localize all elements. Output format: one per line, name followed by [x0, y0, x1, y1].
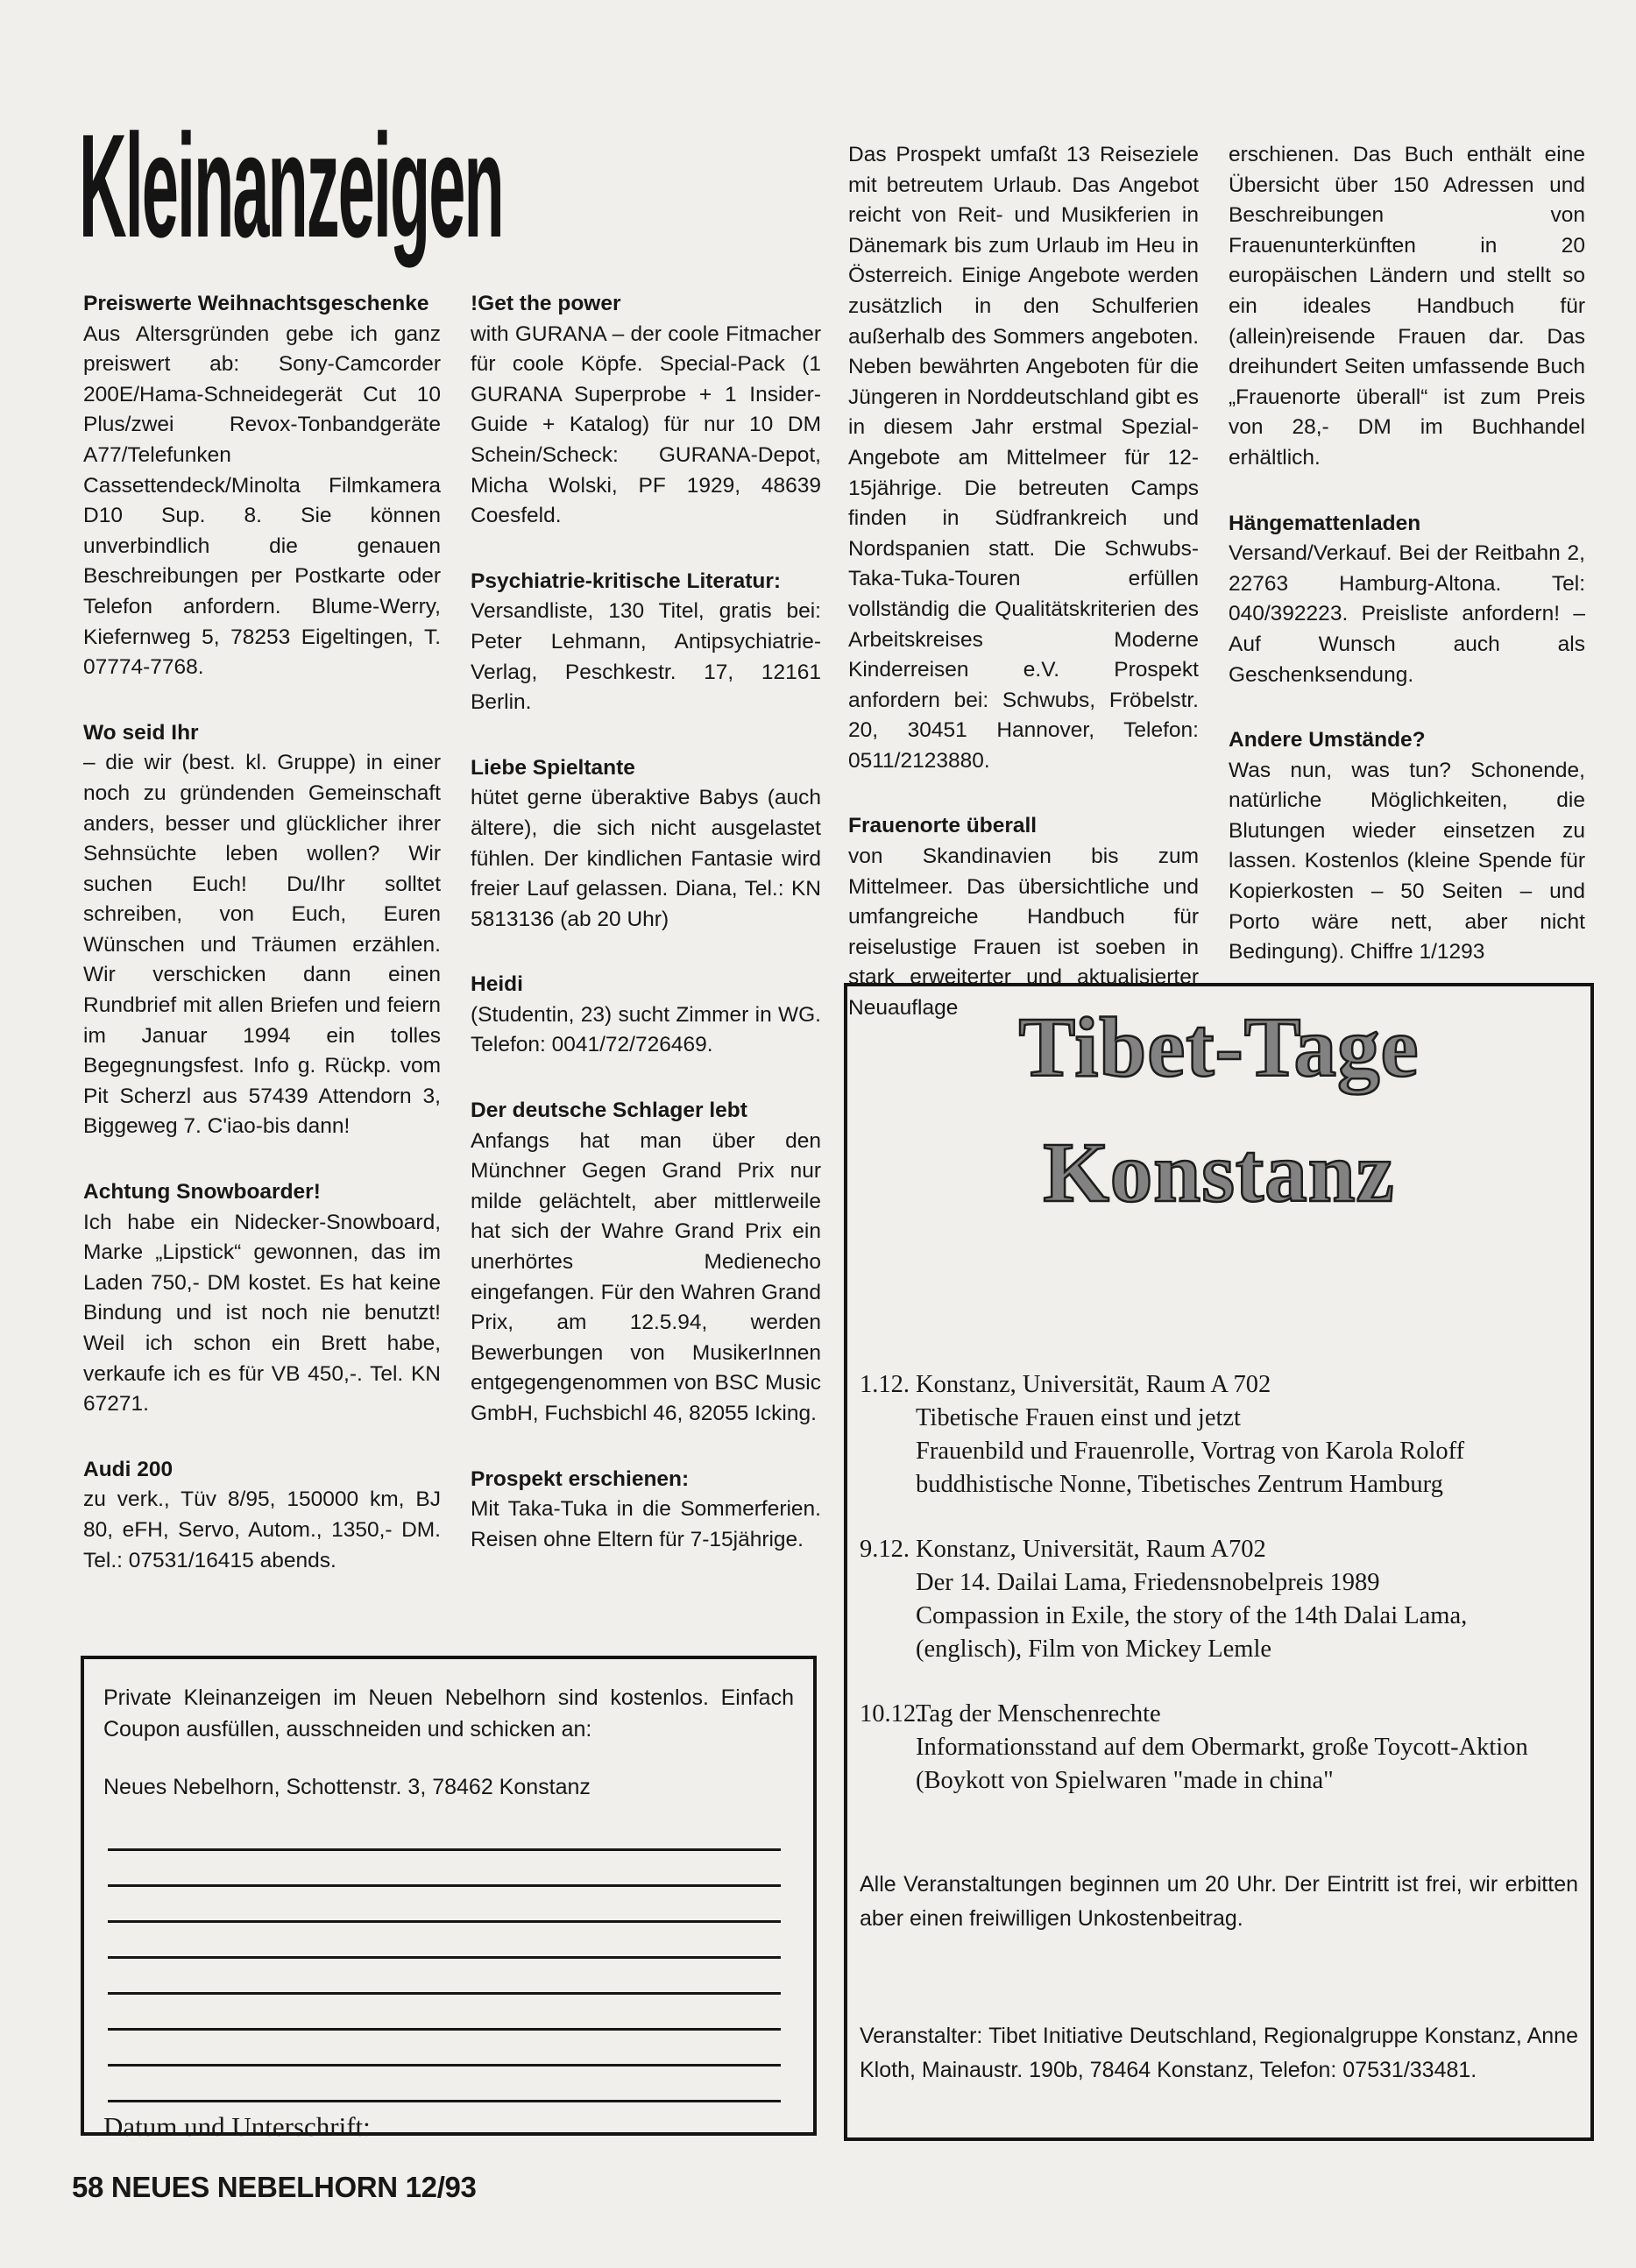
ad-body: erschienen. Das Buch enthält eine Übersicht über 150 Adressen und Beschreibungen von Frauenunterkünften in 20 europäischen Ländern und stellt so ein ideales Handbuch für (allein)reisende Frauen dar. Das dreihundert Seiten umfassende Buch „Frauenorte überall“ ist zum Preis von 28,- DM im Buchhandel erhältlich.: [1229, 143, 1585, 470]
coupon-write-line: [108, 1923, 781, 1959]
tibet-organizer: Veranstalter: Tibet Initiative Deutschland, Regionalgruppe Konstanz, Anne Kloth, Mainaustr. 190b, 78464 Konstanz, Telefon: 07531/33481.: [860, 2023, 1578, 2082]
tibet-event-date: 1.12.: [860, 1370, 910, 1398]
tibet-event-line: buddhistische Nonne, Tibetisches Zentrum Hamburg: [916, 1470, 1443, 1498]
coupon-intro-text: Private Kleinanzeigen im Neuen Nebelhorn sind kostenlos. Einfach Coupon ausfüllen, ausschneiden und schicken an:: [103, 1685, 794, 1742]
ad-block: [848, 140, 1199, 776]
tibet-event-line: Informationsstand auf dem Obermarkt, große Toycott-Aktion: [916, 1733, 1528, 1761]
ad-block: [1229, 509, 1585, 691]
ad-block: [471, 289, 821, 532]
tibet-event-lines: [916, 1533, 1578, 1666]
tibet-event-line: Frauenbild und Frauenrolle, Vortrag von Karola Roloff: [916, 1437, 1465, 1465]
tibet-event-line: Compassion in Exile, the story of the 14th Dalai Lama,: [916, 1601, 1468, 1629]
coupon-write-line: [108, 1995, 781, 2031]
tibet-event-row: [860, 1368, 1578, 1501]
ad-heading: Frauenorte überall: [848, 814, 1038, 838]
tibet-event-line: (Boykott von Spielwaren "made in china": [916, 1766, 1334, 1794]
tibet-event-list: [860, 1368, 1578, 1798]
coupon-write-line: [108, 1887, 781, 1923]
signature-label: Datum und Unterschrift:: [103, 2111, 371, 2142]
ad-heading: Psychiatrie-kritische Literatur:: [471, 569, 782, 593]
tibet-event-lines: [916, 1698, 1578, 1798]
ad-block: [83, 1177, 441, 1420]
ad-heading: Prospekt erschienen:: [471, 1466, 690, 1491]
ad-heading: Der deutsche Schlager lebt: [471, 1099, 747, 1123]
tibet-event-date: 9.12.: [860, 1535, 910, 1563]
ad-body: zu verk., Tüv 8/95, 150000 km, BJ 80, eFH, Servo, Autom., 1350,- DM. Tel.: 07531/16415 abends.: [83, 1487, 441, 1572]
tibet-event-line: Tag der Menschenrechte: [916, 1699, 1161, 1727]
ad-body: hütet gerne überaktive Babys (auch ältere), die sich nicht ausgelastet fühlen. Der kindlichen Fantasie wird freier Lauf gelassen. Diana, Tel.: KN 5813136 (ab 20 Uhr): [471, 786, 821, 931]
tibet-event-date: 10.12.: [860, 1699, 923, 1727]
column-2: [471, 289, 821, 1555]
tibet-ad-box: [844, 983, 1594, 2141]
ad-heading: Liebe Spieltante: [471, 755, 635, 780]
ad-block: [83, 289, 441, 683]
column-3: [848, 140, 1199, 1024]
tibet-event-line: Tibetische Frauen einst und jetzt: [916, 1403, 1241, 1431]
ad-heading: Achtung Snowboarder!: [83, 1180, 321, 1205]
ad-body: – die wir (best. kl. Gruppe) in einer noch zu gründenden Gemeinschaft anders, besser und glücklicher ihrer Sehnsüchte leben wollen? Wir suchen Euch! Du/Ihr solltet schreiben, von Euch, Euren Wünschen und Träumen erzählen. Wir verschicken dann einen Rundbrief mit allen Briefen und feiern im Januar 1994 ein tolles Begegnungsfest. Info g. Rückp. vom Pit Scherzl aus 57439 Attendorn 3, Biggeweg 7. C'iao-bis dann!: [83, 751, 441, 1139]
ad-body: Was nun, was tun? Schonende, natürliche Möglichkeiten, die Blutungen wieder einsetzen zu lassen. Kostenlos (kleine Spende für Kopierkosten – 50 Seiten – und Porto wäre nett, aber nicht Bedingung). Chiffre 1/1293: [1229, 758, 1585, 964]
ad-body: (Studentin, 23) sucht Zimmer in WG. Telefon: 0041/72/726469.: [471, 1002, 821, 1057]
ad-block: [1229, 140, 1585, 474]
ad-heading: Hängemattenladen: [1229, 511, 1421, 535]
tibet-event-line: (englisch), Film von Mickey Lemle: [916, 1635, 1272, 1663]
tibet-event-line: Der 14. Dailai Lama, Friedensnobelpreis 1989: [916, 1568, 1380, 1596]
ad-heading: Preiswerte Weihnachtsgeschenke: [83, 292, 429, 315]
ad-block: [471, 970, 821, 1061]
coupon-write-line: [108, 1815, 781, 1851]
ad-block: [471, 1465, 821, 1556]
ad-body: Versand/Verkauf. Bei der Reitbahn 2, 22763 Hamburg-Altona. Tel: 040/392223. Preisliste anfordern! – Auf Wunsch auch als Geschenksendung.: [1229, 541, 1585, 687]
ad-block: [83, 718, 441, 1142]
ad-heading: Andere Umstände?: [1229, 728, 1426, 752]
coupon-write-lines: [108, 1815, 781, 2102]
ad-heading: Heidi: [471, 972, 523, 997]
tibet-title-line-1: Tibet-Tage: [1018, 1000, 1420, 1094]
ad-block: [471, 567, 821, 718]
ad-body: Das Prospekt umfaßt 13 Reiseziele mit betreutem Urlaub. Das Angebot reicht von Reit- und Musikferien in Dänemark bis zum Urlaub im Heu in Österreich. Einige Angebote werden zusätzlich in den Schulferien außerhalb des Sommers angeboten. Neben bewährten Angeboten für die Jüngeren in Norddeutschland gibt es in diesem Jahr erstmal Spezial-Angebote am Mittelmeer für 12-15jährige. Die betreuten Camps finden in Südfrankreich und Nordspanien statt. Die Schwubs-Taka-Tuka-Touren erfüllen vollständig die Qualitätskriterien des Arbeitskreises Moderne Kinderreisen e.V. Prospekt anfordern bei: Schwubs, Fröbelstr. 20, 30451 Hannover, Telefon: 0511/2123880.: [848, 143, 1199, 773]
ad-body: von Skandinavien bis zum Mittelmeer. Das übersichtliche und umfangreiche Handbuch für reiselustige Frauen ist soeben in stark erweiterter und aktualisierter Neuauflage: [848, 844, 1199, 1021]
tibet-event-row: [860, 1533, 1578, 1666]
ad-body: Versandliste, 130 Titel, gratis bei: Peter Lehmann, Antipsychiatrie-Verlag, Peschkestr. 17, 12161 Berlin.: [471, 599, 821, 715]
coupon-write-line: [108, 1851, 781, 1887]
coupon-address: Neues Nebelhorn, Schottenstr. 3, 78462 Konstanz: [103, 1775, 591, 1799]
coupon-write-line: [108, 2067, 781, 2102]
ad-block: [471, 753, 821, 936]
coupon-write-line: [108, 2031, 781, 2067]
ad-heading: Wo seid Ihr: [83, 720, 199, 745]
tibet-event-row: [860, 1698, 1578, 1798]
ad-block: [1229, 725, 1585, 968]
coupon-box: [81, 1656, 817, 2142]
tibet-event-line: Konstanz, Universität, Raum A 702: [916, 1370, 1271, 1398]
coupon-write-line: [108, 1959, 781, 1995]
ad-body: Ich habe ein Nidecker-Snowboard, Marke „Lipstick“ gewonnen, das im Laden 750,- DM kostet. Es hat keine Bindung und ist noch nie benutzt! Weil ich schon ein Brett habe, verkaufe ich es für VB 450,-. Tel. KN 67271.: [83, 1210, 441, 1417]
ad-block: [83, 1455, 441, 1576]
column-1: [83, 289, 441, 1576]
ad-body: Anfangs hat man über den Münchner Gegen Grand Prix nur milde gelächtelt, aber mittlerweile hat sich der Wahre Grand Prix ein unerhörtes Medienecho eingefangen. Für den Wahren Grand Prix, am 12.5.94, werden Bewerbungen von MusikerInnen entgegengenommen von BSC Music GmbH, Fuchsbichl 46, 82055 Icking.: [471, 1128, 821, 1425]
ad-body: Aus Altersgründen gebe ich ganz preiswert ab: Sony-Camcorder 200E/Hama-Schneidegerät Cut 10 Plus/zwei Revox-Tonbandgeräte A77/Telefunken Cassettendeck/Minolta Filmkamera D10 Sup. 8. Sie können unverbindlich die genauen Beschreibungen per Postkarte oder Telefon anfordern. Blume-Werry, Kiefernweg 5, 78253 Eigeltingen, T. 07774-7768.: [83, 321, 441, 680]
tibet-title-line-2: Konstanz: [1043, 1125, 1395, 1219]
ad-body: with GURANA – der coole Fitmacher für coole Köpfe. Special-Pack (1 GURANA Superprobe + 1 Insider-Guide + Katalog) für nur 10 DM Schein/Scheck: GURANA-Depot, Micha Wolski, PF 1929, 48639 Coesfeld.: [471, 321, 821, 528]
page-footer: 58 NEUES NEBELHORN 12/93: [72, 2171, 477, 2203]
page-title: Kleinanzeigen: [79, 103, 503, 268]
ad-heading: !Get the power: [471, 292, 621, 315]
ad-heading: Audi 200: [83, 1457, 174, 1481]
ad-body: Mit Taka-Tuka in die Sommerferien. Reisen ohne Eltern für 7-15jährige.: [471, 1497, 821, 1551]
tibet-note: Alle Veranstaltungen beginnen um 20 Uhr. Der Eintritt ist frei, wir erbitten aber einen freiwilligen Unkostenbeitrag.: [860, 1871, 1578, 1931]
tibet-event-lines: [916, 1368, 1578, 1501]
ad-block: [471, 1096, 821, 1430]
column-4: [1229, 140, 1585, 968]
tibet-event-line: Konstanz, Universität, Raum A702: [916, 1535, 1266, 1563]
